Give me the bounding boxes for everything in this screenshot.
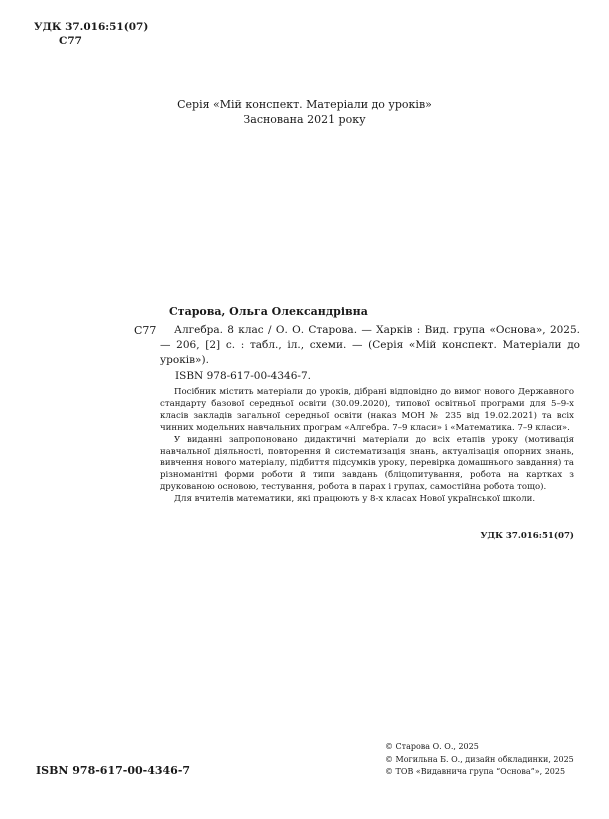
isbn-footer: ISBN 978-617-00-4346-7	[36, 764, 191, 777]
udk-footer-code: УДК 37.016:51(07)	[480, 531, 574, 541]
copyright-line: © Могильна Б. О., дизайн обкладинки, 2025	[385, 754, 574, 764]
abstract-paragraph: Посібник містить матеріали до уроків, дібрані відповідно до вимог нового Державного стандарту базової середньої освіти (30.09.2020), типової освітньої програми для 5–9-х класів закладів загальної середньої освіти (наказ МОН № 235 від 19.02.2021) та всіх чинних модельних навчальних програм «Алгебра. 7–9 класи» і «Математика. 7–9 класи».	[160, 387, 574, 433]
abstract-paragraph: У виданні запропоновано дидактичні матеріали до всіх етапів уроку (мотивація навчальної діяльності, повторення й систематизація знань, актуалізація опорних знань, вивчення нового матеріалу, підбиття підсумків уроку, перевірка домашнього завдання) та різноманітні форми роботи й типи завдань (бліцопитування, робота на картках з друкованою основою, тестування, робота в парах і групах, самостійна робота тощо).	[160, 434, 574, 493]
udk-code: УДК 37.016:51(07)	[34, 21, 149, 33]
abstract-paragraph: Для вчителів математики, які працюють у 8-х класах Нової української школи.	[174, 494, 536, 505]
udk-header	[34, 20, 148, 48]
series-title: Серія «Мій конспект. Матеріали до уроків»	[177, 98, 432, 111]
catalog-code-top: С77	[59, 35, 82, 47]
series-founded: Заснована 2021 року	[243, 113, 366, 126]
catalog-code: С77	[134, 324, 157, 337]
bibliographic-description: Алгебра. 8 клас / О. О. Старова. — Харків : Вид. група «Основа», 2025. — 206, [2] с. : табл., іл., схеми. — (Серія «Мій конспект. Матеріали до уроків»).	[160, 324, 580, 366]
abstract	[160, 387, 574, 506]
copyright-line: © ТОВ «Видавнича група “Основа”», 2025	[385, 767, 566, 776]
copyright-block	[385, 741, 574, 779]
isbn-catalog: ISBN 978-617-00-4346-7.	[175, 370, 311, 382]
author-name: Старова, Ольга Олександрівна	[169, 305, 368, 318]
copyright-line: © Старова О. О., 2025	[385, 742, 479, 751]
series-info	[0, 97, 609, 127]
